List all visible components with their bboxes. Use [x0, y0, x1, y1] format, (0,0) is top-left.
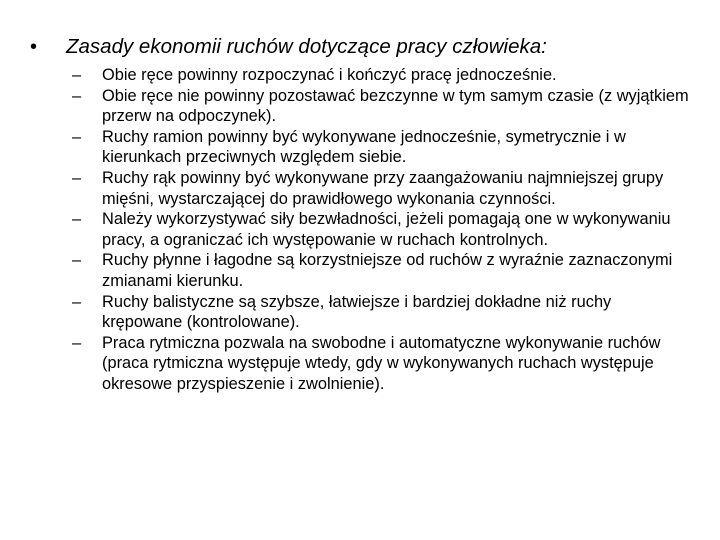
- list-item: [72, 127, 692, 168]
- list-item: [72, 292, 692, 333]
- main-bullet-heading: Zasady ekonomii ruchów dotyczące pracy człowieka:: [66, 35, 547, 58]
- list-item: [72, 250, 692, 291]
- main-bullet: [28, 34, 708, 60]
- list-item-text: Należy wykorzystywać siły bezwładności, jeżeli pomagają one w wykonywaniu pracy, a ograniczać ich występowanie w ruchach kontrolnych.: [102, 210, 671, 249]
- list-item-text: Ruchy balistyczne są szybsze, łatwiejsze i bardziej dokładne niż ruchy krępowane (kontrolowane).: [102, 292, 612, 332]
- list-item-text: Obie ręce powinny rozpoczynać i kończyć pracę jednocześnie.: [102, 66, 557, 84]
- list-item: [72, 209, 692, 250]
- dash-icon: –: [72, 292, 82, 311]
- list-item-text: Ruchy ramion powinny być wykonywane jednocześnie, symetrycznie i w kierunkach przeciwnych względem siebie.: [102, 127, 626, 167]
- list-item-text: Ruchy płynne i łagodne są korzystniejsze od ruchów z wyraźnie zaznaczonymi zmianami kierunku.: [102, 251, 673, 290]
- dash-icon: –: [72, 127, 82, 146]
- bullet-dot-icon: •: [30, 36, 38, 58]
- list-item: [72, 168, 692, 209]
- list-item-text: Ruchy rąk powinny być wykonywane przy zaangażowaniu najmniejszej grupy mięśni, wystarczającej do prawidłowego wykonania czynności.: [102, 168, 664, 208]
- dash-icon: –: [72, 66, 82, 84]
- dash-icon: –: [72, 210, 82, 229]
- list-item-text: Praca rytmiczna pozwala na swobodne i automatyczne wykonywanie ruchów (praca rytmiczna występuje wtedy, gdy w wykonywanych ruchach występuje okresowe przyspieszenie i zwolnienie).: [102, 333, 661, 393]
- dash-icon: –: [72, 168, 82, 187]
- list-item-text: Obie ręce nie powinny pozostawać bezczynne w tym samym czasie (z wyjątkiem przerw na odpoczynek).: [102, 86, 689, 126]
- dash-icon: –: [72, 86, 82, 105]
- list-item: [72, 86, 692, 127]
- list-item: [72, 333, 692, 395]
- dash-icon: –: [72, 333, 82, 352]
- principles-list: [72, 65, 692, 395]
- dash-icon: –: [72, 251, 82, 270]
- list-item: [72, 65, 692, 86]
